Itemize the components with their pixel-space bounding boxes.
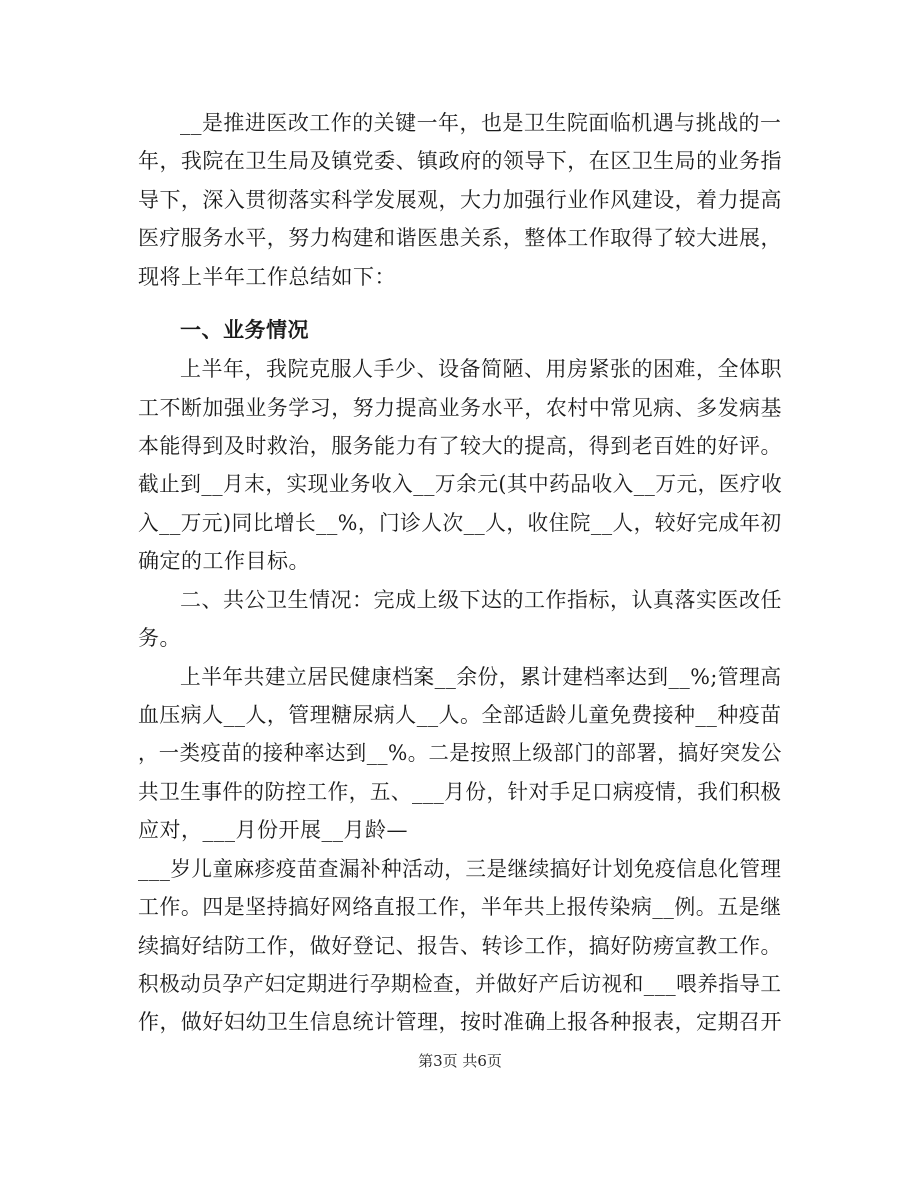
- text-line: 血压病人__人，管理糖尿病人__人。全部适龄儿童免费接种__种疫苗: [138, 703, 782, 727]
- page-number: 第3页 共6页: [418, 1052, 502, 1070]
- text-line: 工作。四是坚持搞好网络直报工作，半年共上报传染病__例。五是继: [138, 895, 782, 919]
- text-line: 截止到__月末，实现业务收入__万余元(其中药品收入__万元，医疗收: [138, 472, 783, 496]
- text-line: ，一类疫苗的接种率达到__%。二是按照上级部门的部署，搞好突发公: [138, 741, 782, 765]
- text-line: ___岁儿童麻疹疫苗查漏补种活动，三是继续搞好计划免疫信息化管理: [138, 857, 782, 881]
- text-line: 上半年共建立居民健康档案__余份，累计建档率达到__%;管理高: [180, 665, 782, 689]
- text-line: 确定的工作目标。: [138, 549, 310, 573]
- text-line: 入__万元)同比增长__%，门诊人次__人，收住院__人，较好完成年初: [138, 511, 782, 535]
- text-line: __是推进医改工作的关键一年，也是卫生院面临机遇与挑战的一: [180, 111, 782, 135]
- text-line: 本能得到及时救治，服务能力有了较大的提高，得到老百姓的好评。: [138, 434, 782, 458]
- text-line: 续搞好结防工作，做好登记、报告、转诊工作，搞好防痨宣教工作。: [138, 934, 782, 958]
- text-line: 现将上半年工作总结如下：: [138, 265, 396, 289]
- text-line: 共卫生事件的防控工作，五、___月份，针对手足口病疫情，我们积极: [138, 780, 782, 804]
- text-line: 积极动员孕产妇定期进行孕期检查，并做好产后访视和___喂养指导工: [138, 972, 782, 996]
- text-line: 二、共公卫生情况：完成上级下达的工作指标，认真落实医改任: [180, 588, 782, 612]
- text-line: 导下，深入贯彻落实科学发展观，大力加强行业作风建设，着力提高: [138, 188, 782, 212]
- text-line: 务。: [138, 626, 181, 650]
- text-line: 上半年，我院克服人手少、设备简陋、用房紧张的困难，全体职: [180, 357, 782, 381]
- section-heading: 一、业务情况: [180, 317, 309, 342]
- text-line: 应对，___月份开展__月龄—: [138, 818, 408, 842]
- text-line: 工不断加强业务学习，努力提高业务水平，农村中常见病、多发病基: [138, 396, 782, 420]
- text-line: 作，做好妇幼卫生信息统计管理，按时准确上报各种报表，定期召开: [138, 1010, 782, 1034]
- text-line: 医疗服务水平，努力构建和谐医患关系，整体工作取得了较大进展，: [138, 226, 782, 250]
- text-line: 年，我院在卫生局及镇党委、镇政府的领导下，在区卫生局的业务指: [138, 149, 782, 173]
